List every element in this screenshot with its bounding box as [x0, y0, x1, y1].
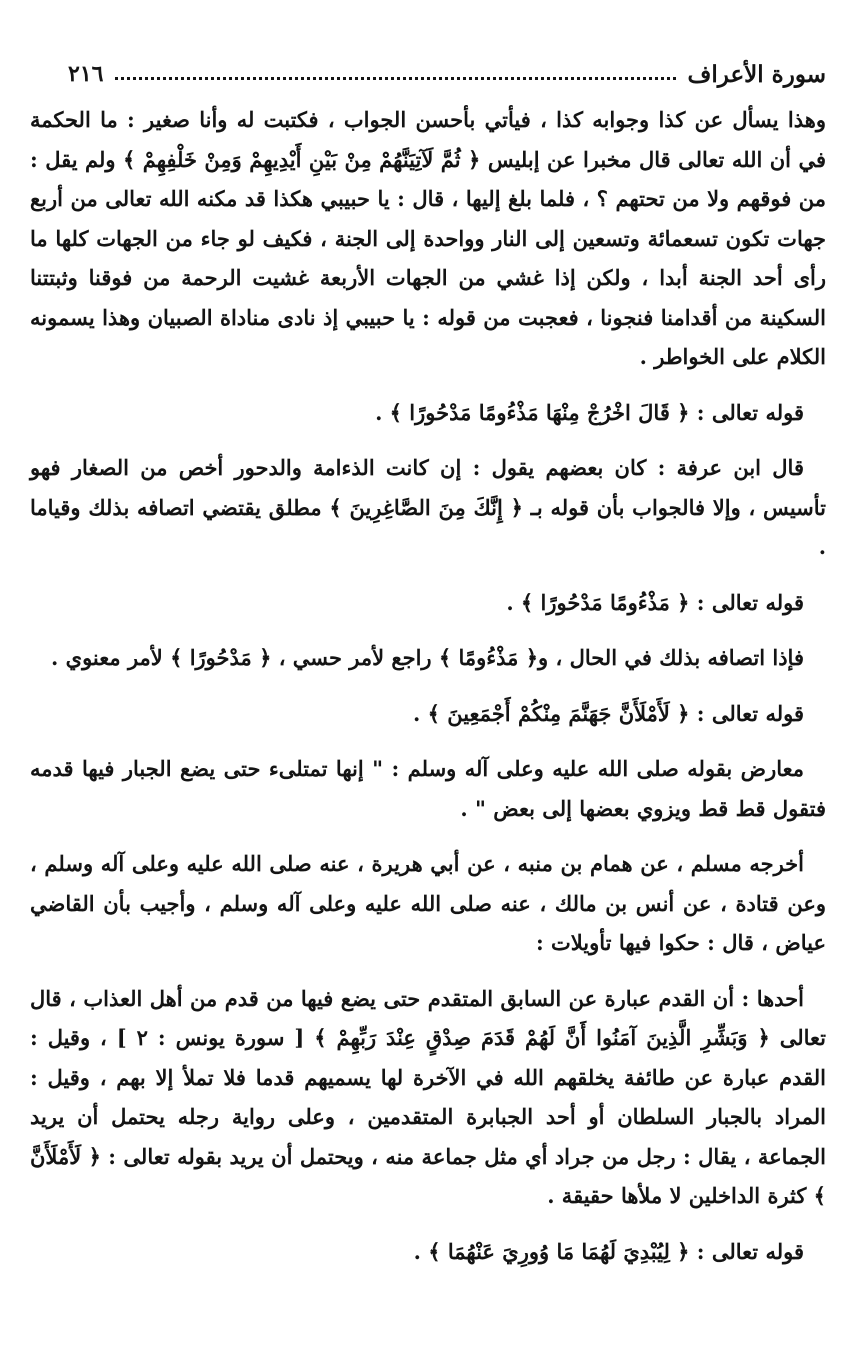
verse-heading-2: قوله تعالى : ﴿ مَذْءُومًا مَدْحُورًا ﴾ .: [506, 589, 804, 615]
paragraph-6: أحدها : أن القدم عبارة عن السابق المتقدم حتى يضع فيها من قدم من أهل العذاب ، قال تعالى ﴿ وَبَشِّرِ الَّذِينَ آمَنُوا أَنَّ لَهُمْ قَدَمَ صِدْقٍ عِنْدَ رَبِّهِمْ ﴾ [ سورة يونس : ٢ ] ، وقيل : القدم عبارة عن طائفة يخلقهم الله في الآخرة لها يسميهم قدما فلا تملأ إلا بهم ، وقيل : المراد بالجبار السلطان أو أحد الجبابرة المتقدمين ، وعلى رواية رجله يحتمل أن يريد الجماعة ، يقال : رجل من جراد أي مثل جماعة منه ، ويحتمل أن يريد بقوله تعالى : ﴿ لَأَمْلَأَنَّ ﴾ كثرة الداخلين لا ملأها حقيقة .: [30, 985, 826, 1208]
verse-heading-3: قوله تعالى : ﴿ لَأَمْلَأَنَّ جَهَنَّمَ مِنْكُمْ أَجْمَعِينَ ﴾ .: [412, 700, 804, 726]
paragraph-2: قال ابن عرفة : كان بعضهم يقول : إن كانت الذءامة والدحور أخص من الصغار فهو تأسيس ، وإلا فالجواب بأن قوله بـ ﴿ إِنَّكَ مِنَ الصَّاغِرِينَ ﴾ مطلق يقتضي اتصافه بذلك وقياما .: [30, 455, 826, 559]
paragraph-1: وهذا يسأل عن كذا وجوابه كذا ، فيأتي بأحسن الجواب ، فكتبت له وأنا صغير : ما الحكمة في أن الله تعالى قال مخبرا عن إبليس ﴿ ثُمَّ لَآتِيَنَّهُمْ مِنْ بَيْنِ أَيْدِيهِمْ وَمِنْ خَلْفِهِمْ ﴾ ولم يقل : من فوقهم ولا من تحتهم ؟ ، فلما بلغ إليها ، قال : يا حبيبي هكذا قد مكنه الله تعالى من أربع جهات تكون تسعمائة وتسعين إلى النار وواحدة إلى الجنة ، فكيف لو جاء من الجهات كلها ما رأى أحد الجنة أبدا ، ولكن إذا غشي من الجهات الأربعة غشيت الرحمة من فوقنا وثبتتنا السكينة من أقدامنا فنجونا ، فعجبت من قوله : يا حبيبي إذ نادى مناداة الصبيان وهذا يسمونه الكلام على الخواطر .: [30, 107, 826, 369]
paragraph-5: أخرجه مسلم ، عن همام بن منبه ، عن أبي هريرة ، عنه صلى الله عليه وعلى آله وسلم ، وعن قتادة ، عن أنس بن مالك ، عنه صلى الله عليه وعلى آله وسلم ، وأجيب بأن القاضي عياض ، قال : حكوا فيها تأويلات :: [30, 851, 826, 955]
page-number: ٢١٦: [68, 61, 104, 87]
paragraph-3: فإذا اتصافه بذلك في الحال ، و﴿ مَذْءُومًا ﴾ راجع لأمر حسي ، ﴿ مَدْحُورًا ﴾ لأمر معنوي .: [51, 645, 804, 670]
verse-heading-1: قوله تعالى : ﴿ قَالَ اخْرُجْ مِنْهَا مَذْءُومًا مَدْحُورًا ﴾ .: [375, 399, 804, 425]
page-header: [68, 52, 826, 96]
header-dotted-leader: [115, 77, 675, 80]
surah-title: سورة الأعراف: [687, 60, 826, 88]
page-body: [30, 100, 826, 1271]
verse-heading-4: قوله تعالى : ﴿ لِيُبْدِيَ لَهُمَا مَا وُورِيَ عَنْهُمَا ﴾ .: [413, 1238, 804, 1264]
paragraph-4: معارض بقوله صلى الله عليه وعلى آله وسلم : " إنها تمتلىء حتى يضع الجبار فيها قدمه فتقول قط قط ويزوي بعضها إلى بعض " .: [30, 756, 826, 821]
